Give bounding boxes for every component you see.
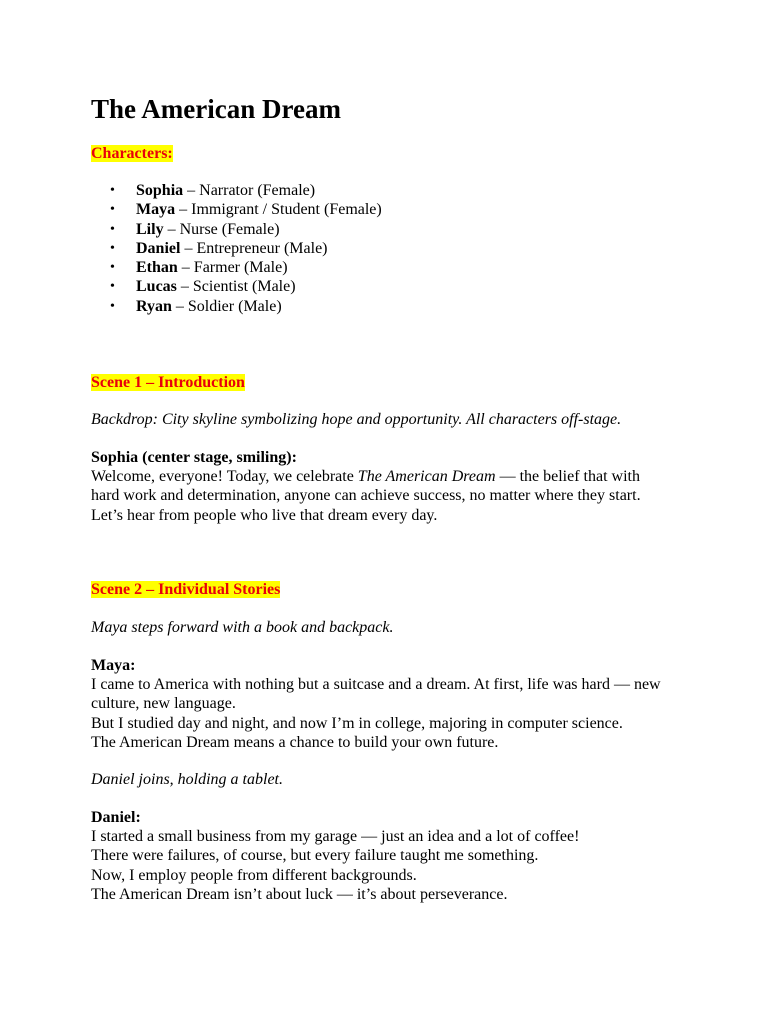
scene1-speech xyxy=(91,467,711,525)
characters-heading-block xyxy=(91,144,711,163)
speech-text: Welcome, everyone! Today, we celebrate xyxy=(91,468,358,485)
speech-line: The American Dream means a chance to build your own future. xyxy=(91,733,499,751)
character-role: – Entrepreneur (Male) xyxy=(180,239,328,257)
list-item xyxy=(91,181,711,200)
speech-text: — the belief that with xyxy=(495,468,640,485)
speech-line: The American Dream isn’t about luck — it’s about perseverance. xyxy=(91,885,508,903)
maya-speech xyxy=(91,675,711,752)
character-role: – Narrator (Female) xyxy=(183,182,316,199)
scene2-direction-daniel: Daniel joins, holding a tablet. xyxy=(91,771,283,788)
daniel-speech xyxy=(91,827,711,904)
list-item xyxy=(91,297,711,316)
list-item xyxy=(91,239,711,258)
scene2-direction-maya: Maya steps forward with a book and backpack. xyxy=(91,619,394,636)
speech-line: I started a small business from my garage — just an idea and a lot of coffee! xyxy=(91,828,580,845)
scene1-heading-block xyxy=(91,373,711,392)
scene2-heading: Scene 2 – Individual Stories xyxy=(91,581,281,598)
maya-speaker: Maya: xyxy=(91,657,136,674)
speech-line: I came to America with nothing but a suitcase and a dream. At first, life was hard — new xyxy=(91,676,661,693)
character-role: – Soldier (Male) xyxy=(171,297,282,315)
list-item xyxy=(91,200,711,219)
daniel-speaker: Daniel: xyxy=(91,809,141,826)
speech-line: Now, I employ people from different backgrounds. xyxy=(91,866,417,884)
speech-emphasis: The American Dream xyxy=(357,468,496,485)
character-role: – Immigrant / Student (Female) xyxy=(175,201,382,219)
character-role: – Nurse (Female) xyxy=(163,220,280,238)
character-role: – Farmer (Male) xyxy=(177,259,288,277)
list-item xyxy=(91,277,711,296)
character-name: Lily xyxy=(136,220,164,238)
character-role: – Scientist (Male) xyxy=(176,278,296,296)
speech-line: culture, new language. xyxy=(91,695,236,713)
character-name: Lucas xyxy=(136,278,177,296)
character-name: Ryan xyxy=(136,297,172,315)
character-list xyxy=(91,181,711,316)
speech-line: hard work and determination, anyone can achieve success, no matter where they start. xyxy=(91,487,641,505)
document-title: The American Dream xyxy=(91,94,341,124)
speech-line: Let’s hear from people who live that dream every day. xyxy=(91,506,438,524)
character-name: Ethan xyxy=(136,259,178,277)
list-item xyxy=(91,220,711,239)
character-name: Daniel xyxy=(136,239,181,257)
scene1-speaker: Sophia (center stage, smiling): xyxy=(91,449,297,466)
speech-line xyxy=(91,467,711,486)
character-name: Sophia xyxy=(136,182,184,199)
scene1-heading: Scene 1 – Introduction xyxy=(91,374,245,391)
characters-heading: Characters: xyxy=(91,145,173,162)
speech-line: There were failures, of course, but every failure taught me something. xyxy=(91,847,539,865)
character-name: Maya xyxy=(136,201,176,219)
scene2-heading-block xyxy=(91,580,711,599)
scene1-backdrop: Backdrop: City skyline symbolizing hope and opportunity. All characters off-stage. xyxy=(91,411,622,428)
speech-line: But I studied day and night, and now I’m in college, majoring in computer science. xyxy=(91,714,623,732)
list-item xyxy=(91,258,711,277)
